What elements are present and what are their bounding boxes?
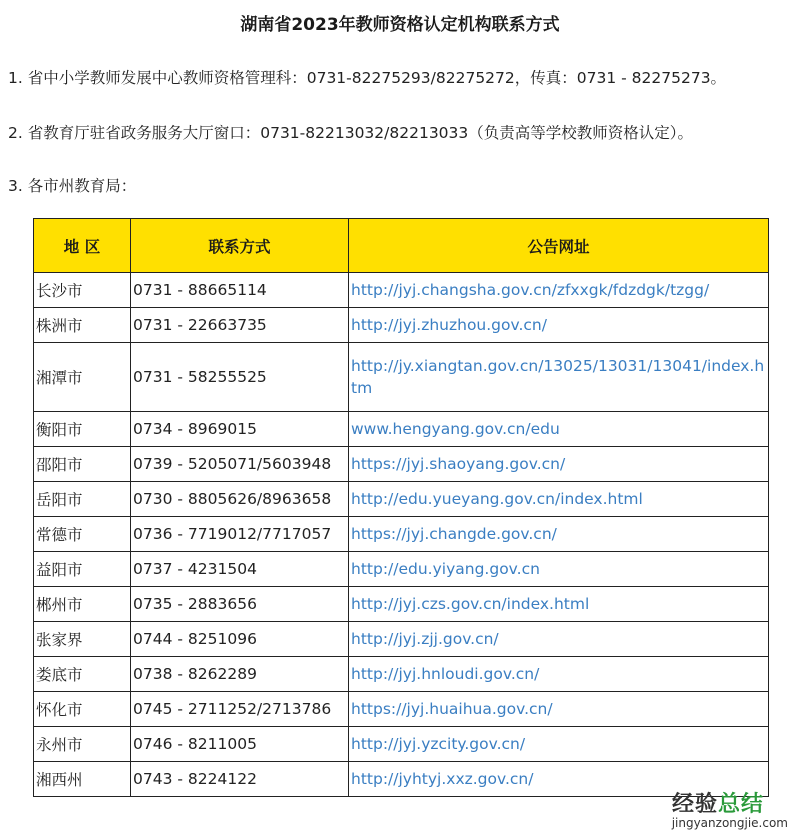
phone-cell: 0736 - 7719012/7717057 xyxy=(131,517,349,552)
url-link[interactable]: http://jyhtyj.xxz.gov.cn/ xyxy=(349,762,769,797)
region-cell: 益阳市 xyxy=(34,552,131,587)
table-row xyxy=(34,447,769,482)
contact-paragraph-1: 1. 省中小学教师发展中心教师资格管理科：0731-82275293/82275272，传真：0731 - 82275273。 xyxy=(8,69,727,87)
region-cell: 常德市 xyxy=(34,517,131,552)
phone-cell: 0734 - 8969015 xyxy=(131,412,349,447)
url-link[interactable]: http://edu.yiyang.gov.cn xyxy=(349,552,769,587)
region-cell: 张家界 xyxy=(34,622,131,657)
region-cell: 郴州市 xyxy=(34,587,131,622)
phone-cell: 0730 - 8805626/8963658 xyxy=(131,482,349,517)
region-cell: 株洲市 xyxy=(34,308,131,343)
region-cell: 长沙市 xyxy=(34,273,131,308)
table-row xyxy=(34,692,769,727)
region-cell: 邵阳市 xyxy=(34,447,131,482)
watermark-url: jingyanzongjie.com xyxy=(671,816,788,830)
watermark-text-part2: 总结 xyxy=(717,792,764,817)
url-link[interactable]: http://jyj.hnloudi.gov.cn/ xyxy=(349,657,769,692)
phone-cell: 0738 - 8262289 xyxy=(131,657,349,692)
region-cell: 怀化市 xyxy=(34,692,131,727)
region-cell: 岳阳市 xyxy=(34,482,131,517)
table-header-row xyxy=(34,219,769,273)
phone-cell: 0737 - 4231504 xyxy=(131,552,349,587)
phone-cell: 0731 - 58255525 xyxy=(131,343,349,412)
url-link[interactable]: http://jyj.zjj.gov.cn/ xyxy=(349,622,769,657)
table-row xyxy=(34,482,769,517)
phone-cell: 0731 - 22663735 xyxy=(131,308,349,343)
url-link[interactable]: http://jyj.yzcity.gov.cn/ xyxy=(349,727,769,762)
table-row xyxy=(34,587,769,622)
header-url: 公告网址 xyxy=(349,219,769,273)
url-link[interactable]: http://jyj.changsha.gov.cn/zfxxgk/fdzdgk/tzgg/ xyxy=(349,273,769,308)
watermark-text-part1: 经验 xyxy=(671,792,718,817)
table-row xyxy=(34,273,769,308)
url-link[interactable]: https://jyj.shaoyang.gov.cn/ xyxy=(349,447,769,482)
url-link[interactable]: www.hengyang.gov.cn/edu xyxy=(349,412,769,447)
phone-cell: 0743 - 8224122 xyxy=(131,762,349,797)
table-row xyxy=(34,343,769,412)
url-link[interactable]: http://jyj.czs.gov.cn/index.html xyxy=(349,587,769,622)
table-row xyxy=(34,517,769,552)
region-cell: 衡阳市 xyxy=(34,412,131,447)
header-region: 地 区 xyxy=(34,219,131,273)
region-cell: 湘西州 xyxy=(34,762,131,797)
table-row xyxy=(34,657,769,692)
table-row xyxy=(34,762,769,797)
phone-cell: 0739 - 5205071/5603948 xyxy=(131,447,349,482)
contact-paragraph-2: 2. 省教育厅驻省政务服务大厅窗口：0731-82213032/82213033（负责高等学校教师资格认定）。 xyxy=(8,124,694,142)
region-cell: 永州市 xyxy=(34,727,131,762)
table-row xyxy=(34,552,769,587)
url-link[interactable]: https://jyj.changde.gov.cn/ xyxy=(349,517,769,552)
phone-cell: 0744 - 8251096 xyxy=(131,622,349,657)
table-row xyxy=(34,412,769,447)
url-link[interactable]: http://edu.yueyang.gov.cn/index.html xyxy=(349,482,769,517)
table-row xyxy=(34,727,769,762)
region-cell: 娄底市 xyxy=(34,657,131,692)
phone-cell: 0746 - 8211005 xyxy=(131,727,349,762)
table-row xyxy=(34,622,769,657)
phone-cell: 0731 - 88665114 xyxy=(131,273,349,308)
phone-cell: 0735 - 2883656 xyxy=(131,587,349,622)
page-title: 湖南省2023年教师资格认定机构联系方式 xyxy=(240,15,560,35)
url-link[interactable]: http://jy.xiangtan.gov.cn/13025/13031/13041/index.htm xyxy=(349,343,769,412)
phone-cell: 0745 - 2711252/2713786 xyxy=(131,692,349,727)
url-link[interactable]: http://jyj.zhuzhou.gov.cn/ xyxy=(349,308,769,343)
url-link[interactable]: https://jyj.huaihua.gov.cn/ xyxy=(349,692,769,727)
contact-paragraph-3: 3. 各市州教育局： xyxy=(8,177,137,195)
table-row xyxy=(34,308,769,343)
contacts-table xyxy=(33,218,769,797)
header-phone: 联系方式 xyxy=(131,219,349,273)
region-cell: 湘潭市 xyxy=(34,343,131,412)
watermark-logo-text xyxy=(672,787,764,818)
